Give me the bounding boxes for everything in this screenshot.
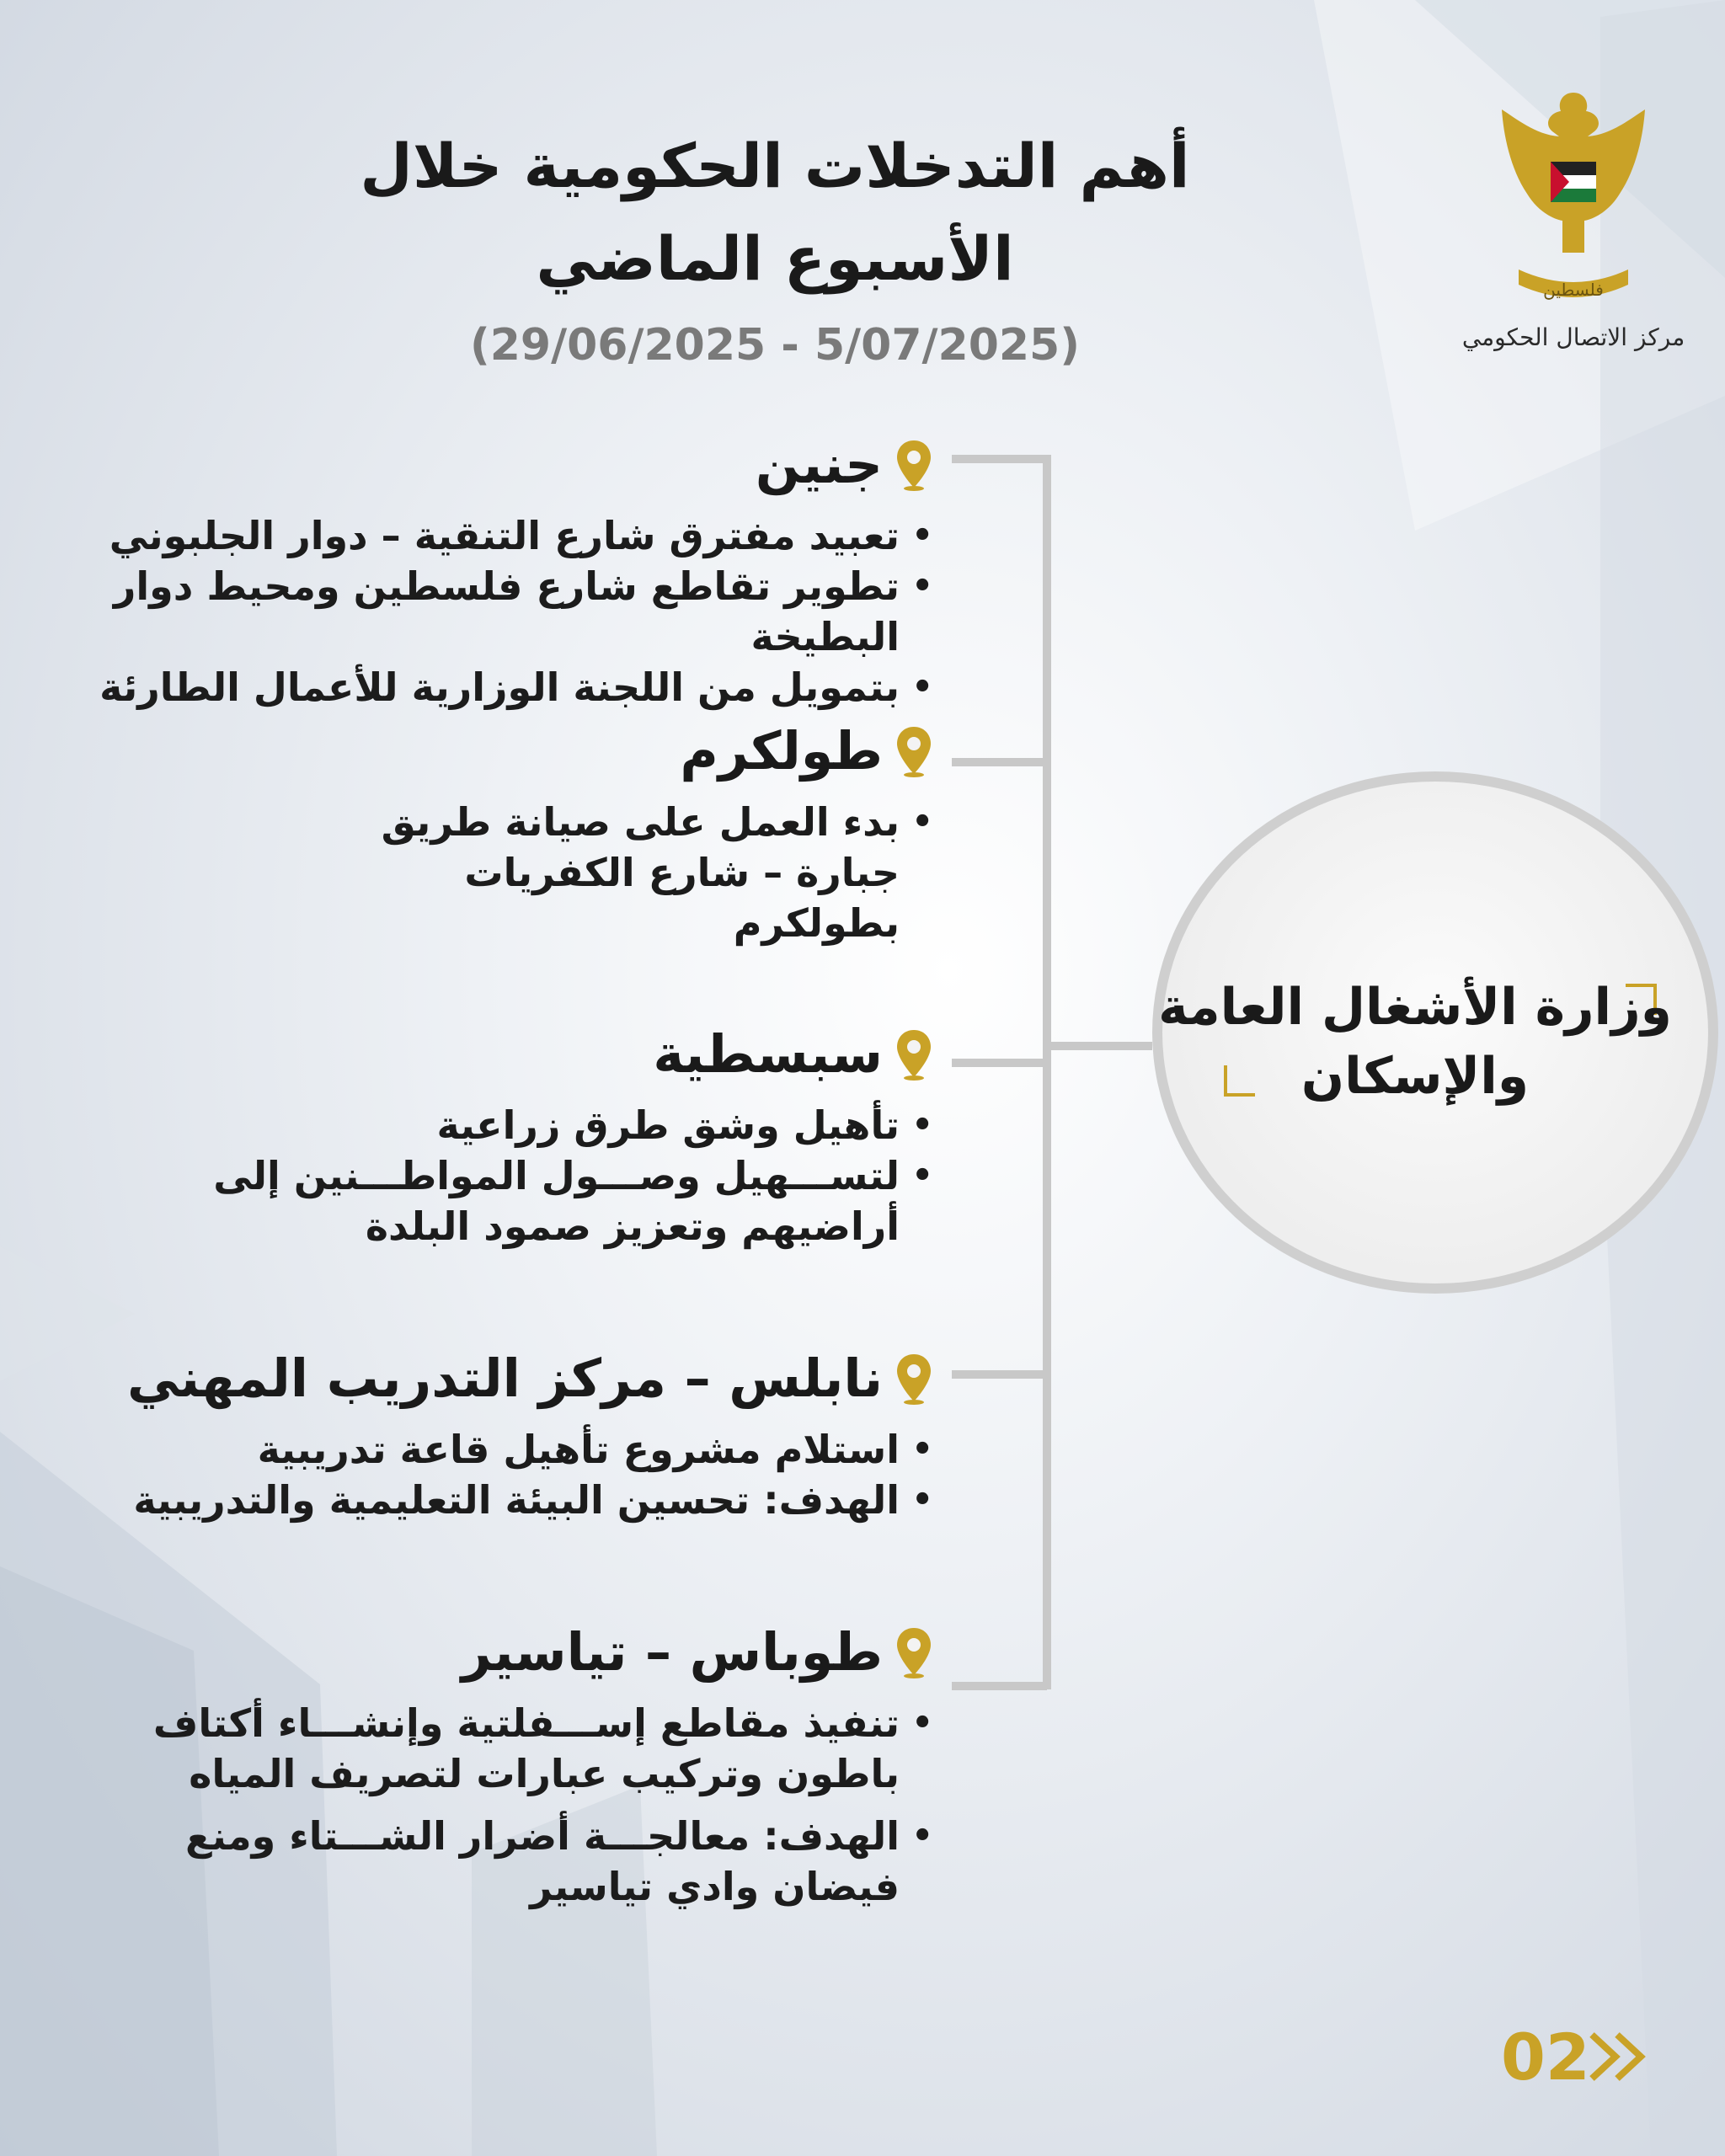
section-items xyxy=(108,1698,933,1912)
location-pin-icon xyxy=(895,439,933,491)
location-pin-icon xyxy=(895,1028,933,1081)
section-items xyxy=(57,510,933,712)
logo-text: فلسطين xyxy=(1543,280,1604,300)
section-heading xyxy=(259,720,933,782)
section-heading xyxy=(91,1621,933,1683)
section-title: نابلس – مركز التدريب المهني xyxy=(126,1348,883,1409)
list-item: • تطوير تقاطع شارع فلسطين ومحيط دوار البطيخة xyxy=(57,561,900,662)
double-chevron-icon xyxy=(1587,2030,1654,2084)
list-item: • لتســـهيل وصـــول المواطـــنين إلى أراضيهم وتعزيز صمود البلدة xyxy=(125,1150,900,1251)
logo-caption: مركز الاتصال الحكومي xyxy=(1461,323,1685,351)
section-jenin xyxy=(57,434,933,712)
page-title-line2: الأسبوع الماضي xyxy=(536,223,1014,294)
section-heading xyxy=(57,434,933,495)
location-pin-icon xyxy=(895,1626,933,1678)
page-number: 02 xyxy=(1501,2020,1590,2095)
ministry-name: وزارة الأشغال العامة والإسكان xyxy=(1158,978,1672,1106)
section-title: جنين xyxy=(755,434,883,495)
section-heading xyxy=(91,1348,933,1409)
section-title: طوباس – تياسير xyxy=(461,1621,883,1683)
page-title-line1: أهم التدخلات الحكومية خلال xyxy=(360,131,1190,201)
section-items xyxy=(310,797,933,948)
list-item: • الهدف: معالجـــة أضرار الشـــتاء ومنع فيضان وادي تياسير xyxy=(108,1811,900,1912)
location-pin-icon xyxy=(895,725,933,777)
list-item: • تعبيد مفترق شارع التنقية – دوار الجلبوني xyxy=(57,510,900,561)
list-item: • تأهيل وشق طرق زراعية xyxy=(125,1100,900,1150)
location-pin-icon xyxy=(895,1353,933,1405)
date-range: (29/06/2025 - 5/07/2025) xyxy=(469,320,1080,371)
list-item: • بدء العمل على صيانة طريق جبارة – شارع الكفريات بطولكرم xyxy=(310,797,900,948)
section-sebastia xyxy=(125,1023,933,1251)
list-item: • بتمويل من اللجنة الوزارية للأعمال الطارئة xyxy=(57,662,900,712)
list-item: • استلام مشروع تأهيل قاعة تدريبية xyxy=(91,1424,900,1475)
list-item: • الهدف: تحسين البيئة التعليمية والتدريبية xyxy=(91,1475,900,1525)
section-title: طولكرم xyxy=(680,720,883,782)
list-item: • تنفيذ مقاطع إســـفلتية وإنشـــاء أكتاف باطون وتركيب عبارات لتصريف المياه xyxy=(108,1698,900,1799)
section-items xyxy=(125,1100,933,1251)
section-nablus xyxy=(91,1348,933,1525)
section-items xyxy=(91,1424,933,1525)
section-title: سبسطية xyxy=(653,1023,883,1085)
section-tulkarm xyxy=(259,720,933,948)
section-heading xyxy=(125,1023,933,1085)
section-tubas xyxy=(91,1621,933,1912)
